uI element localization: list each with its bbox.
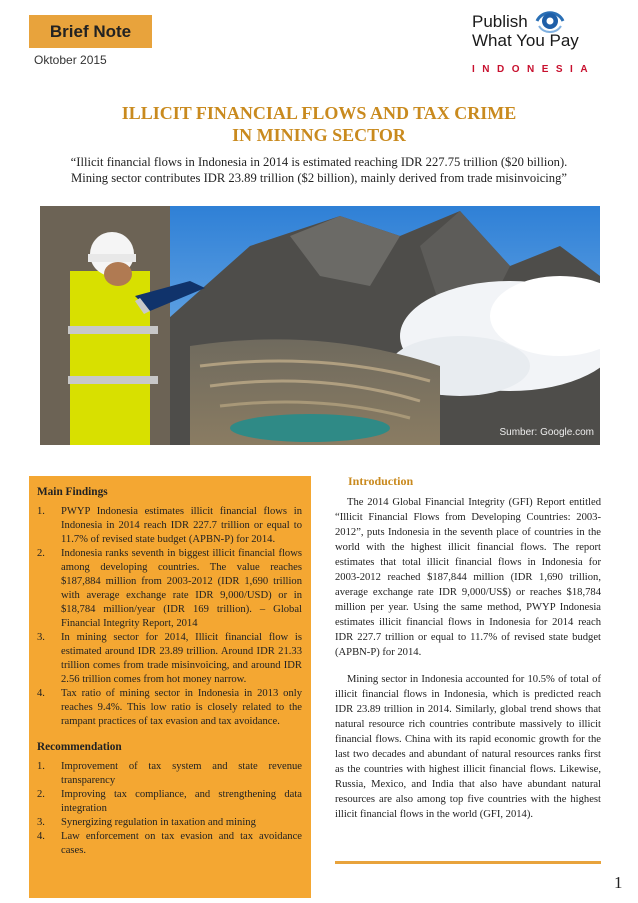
list-item: 2. Indonesia ranks seventh in biggest illicit financial flows among developing countries. The value reaches $187,884 million from 2003-2012 (IDR 1,690 trillion with average exchange rate IDR 9,000/USD) or in $18,784 million/year (IDR 169 trillion). – Global Financial Integrity Report, 2014 xyxy=(37,548,302,629)
findings-sidebar xyxy=(29,476,311,898)
recommendation-list xyxy=(37,760,302,858)
pwyp-logo xyxy=(472,8,602,80)
list-item: 3. In mining sector for 2014, Illicit financial flow is estimated around IDR 23.89 trillion. Around IDR 21.33 trillion comes from trade misinvoicing, and around IDR 2.56 trillion comes from hot money narrow. xyxy=(37,632,302,685)
photo-illustration xyxy=(40,206,600,445)
list-item: 1. Improvement of tax system and state revenue transparency xyxy=(37,761,302,786)
introduction-body xyxy=(335,495,601,834)
lead-quote: “Illicit financial flows in Indonesia in 2014 is estimated reaching IDR 227.75 trillion ($20 billion). Mining sector contributes IDR 23.89 trillion ($2 billion), mainly derived from trade misinvoicing” xyxy=(70,155,568,185)
list-item: 2. Improving tax compliance, and strengthening data integration xyxy=(37,789,302,814)
eye-icon xyxy=(534,6,566,36)
list-item: 1. PWYP Indonesia estimates illicit financial flows in Indonesia in 2014 reach IDR 227.7 trillion or equal to 11.7% of revised state budget (APBN-P) for 2014. xyxy=(37,506,302,545)
intro-paragraph-1: The 2014 Global Financial Integrity (GFI) Report entitled “Illicit Financial Flows from Developing Countries: 2003-2012”, puts Indonesia in the seventh place of countries in the world with the highest illicit financial flows. The report estimates that total illicit financial flows in Indonesia for 2003-2012 reached $187,844 million (IDR 1,690 trillion, average exchange rate IDR 9,000/US$) or reaches $18,784 million per year. Using the same method, PWYP Indonesia estimates illicit financial flows in Indonesia for 2014 reach IDR 227.7 trillion or equal to 11.7% of revised state budget (APBN-P) for 2014. xyxy=(335,497,601,658)
mining-photo xyxy=(40,206,600,445)
brief-note-badge: Brief Note xyxy=(29,15,152,48)
title-line-1: ILLICIT FINANCIAL FLOWS AND TAX CRIME xyxy=(121,103,517,123)
section-divider xyxy=(335,861,601,864)
introduction-heading: Introduction xyxy=(348,474,414,488)
page-title xyxy=(0,102,638,146)
findings-list xyxy=(37,505,302,729)
logo-line-2: What You Pay xyxy=(472,31,579,50)
list-item: 3. Synergizing regulation in taxation and mining xyxy=(37,817,256,828)
title-line-2: IN MINING SECTOR xyxy=(232,125,406,145)
main-findings-heading: Main Findings xyxy=(37,486,108,498)
list-item: 4. Law enforcement on tax evasion and tax avoidance cases. xyxy=(37,831,302,856)
page-number: 1 xyxy=(614,873,623,892)
recommendation-heading: Recommendation xyxy=(37,741,122,753)
logo-country: INDONESIA xyxy=(472,64,596,75)
publication-date: Oktober 2015 xyxy=(34,53,107,67)
list-item: 4. Tax ratio of mining sector in Indonesia in 2013 only reaches 9.4%. This low ratio is closely related to the rampant practices of tax evasion and tax avoidance. xyxy=(37,688,302,727)
photo-credit: Sumber: Google.com xyxy=(499,427,594,438)
intro-paragraph-2: Mining sector in Indonesia accounted for 10.5% of total of illicit financial flows in Indonesia, which is predicted reach IDR 23.89 trillion in 2014. Similarly, global trend shows that natural resource rich countries contribute massively to illicit financial flows. China with its rapid economic growth for the last two decades and abundant of natural resources ranks first as the countries with highest illicit financial flows. Likewise, Russia, Mexico, and India that also have abundant natural resources are also among top five countries with the highest illicit financial flows in the world (GFI, 2014). xyxy=(335,674,601,820)
logo-line-1: Publish xyxy=(472,12,528,31)
